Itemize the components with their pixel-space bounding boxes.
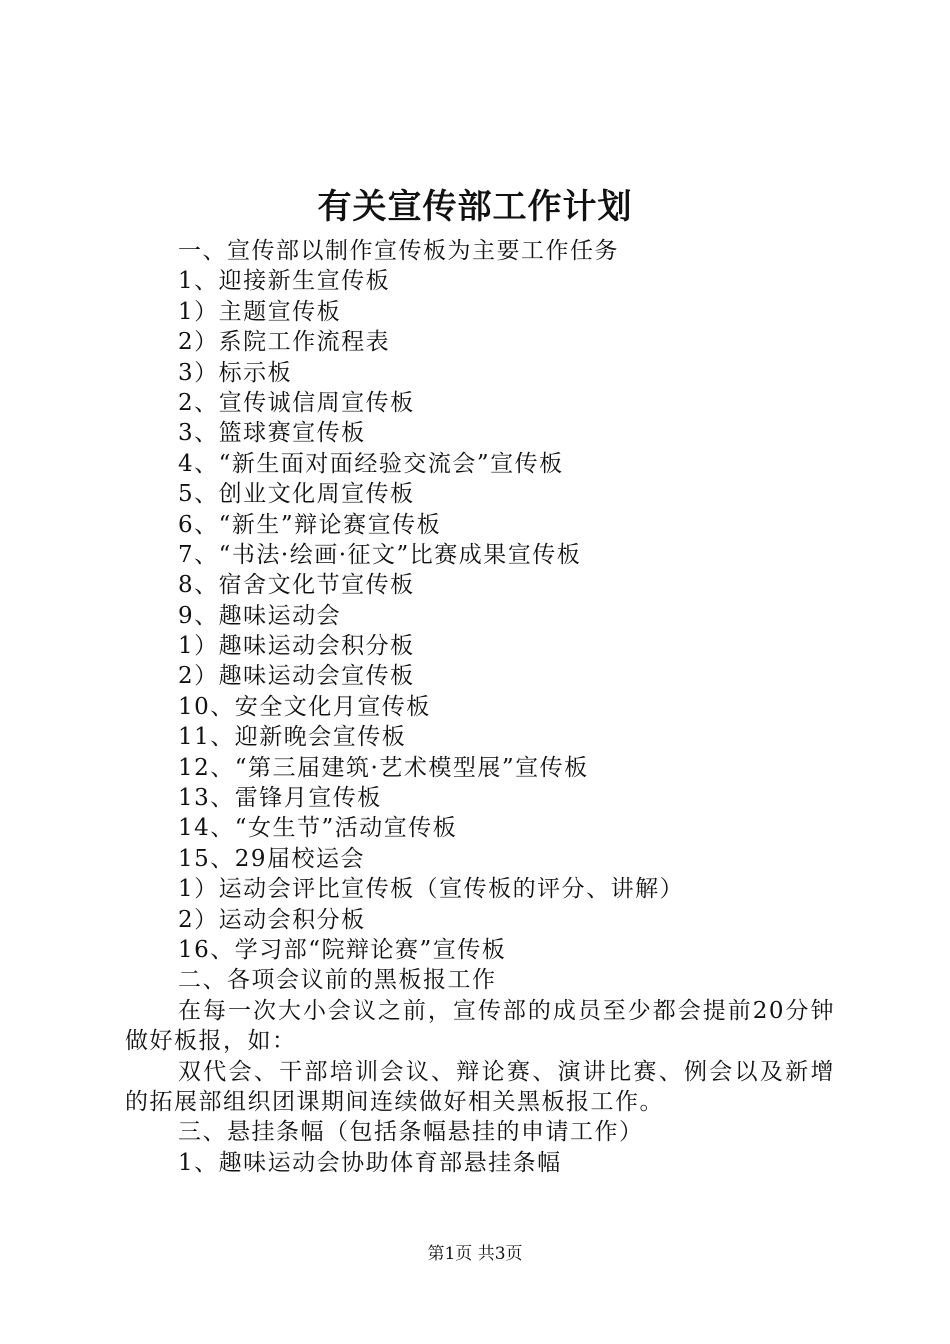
list-item: 2）运动会积分板 (178, 906, 366, 933)
list-item: 16、学习部“院辩论赛”宣传板 (178, 936, 507, 963)
list-item: 2）趣味运动会宣传板 (178, 663, 415, 690)
list-item: 1、迎接新生宣传板 (178, 268, 391, 295)
list-item: 2）系院工作流程表 (178, 329, 391, 356)
page-footer: 第1页 共3页 (427, 1244, 523, 1264)
section-heading-1: 一、宣传部以制作宣传板为主要工作任务 (178, 238, 619, 264)
body-paragraph: 在每一次大小会议之前，宣传部的成员至少都会提前20分钟做好板报，如： (125, 997, 835, 1055)
list-item: 3）标示板 (178, 359, 293, 386)
section-heading-2: 二、各项会议前的黑板报工作 (178, 967, 497, 994)
list-item: 7、“书法·绘画·征文”比赛成果宣传板 (178, 541, 582, 568)
list-item: 9、趣味运动会 (178, 602, 342, 629)
section-heading-3: 三、悬挂条幅（包括条幅悬挂的申请工作） (178, 1119, 644, 1146)
list-item: 1）运动会评比宣传板（宣传板的评分、讲解） (178, 876, 685, 903)
list-item: 3、篮球赛宣传板 (178, 420, 366, 447)
list-item: 8、宿舍文化节宣传板 (178, 572, 415, 599)
list-item: 5、创业文化周宣传板 (178, 481, 415, 508)
list-item: 12、“第三届建筑·艺术模型展”宣传板 (178, 754, 589, 781)
list-item: 6、“新生”辩论赛宣传板 (178, 511, 442, 538)
list-item: 10、安全文化月宣传板 (178, 693, 431, 720)
list-item: 1）主题宣传板 (178, 298, 342, 325)
list-item: 14、“女生节”活动宣传板 (178, 815, 458, 842)
list-item: 11、迎新晚会宣传板 (178, 724, 407, 751)
body-paragraph: 双代会、干部培训会议、辩论赛、演讲比赛、例会以及新增的拓展部组织团课期间连续做好相关黑板报工作。 (125, 1058, 835, 1115)
list-item: 13、雷锋月宣传板 (178, 785, 382, 812)
list-item: 2、宣传诚信周宣传板 (178, 389, 415, 416)
list-item: 15、29届校运会 (178, 845, 366, 872)
list-item: 4、“新生面对面经验交流会”宣传板 (178, 450, 564, 477)
list-item: 1）趣味运动会积分板 (178, 633, 415, 660)
list-item: 1、趣味运动会协助体育部悬挂条幅 (178, 1149, 562, 1176)
document-title: 有关宣传部工作计划 (317, 187, 633, 227)
document-body (125, 236, 835, 1178)
